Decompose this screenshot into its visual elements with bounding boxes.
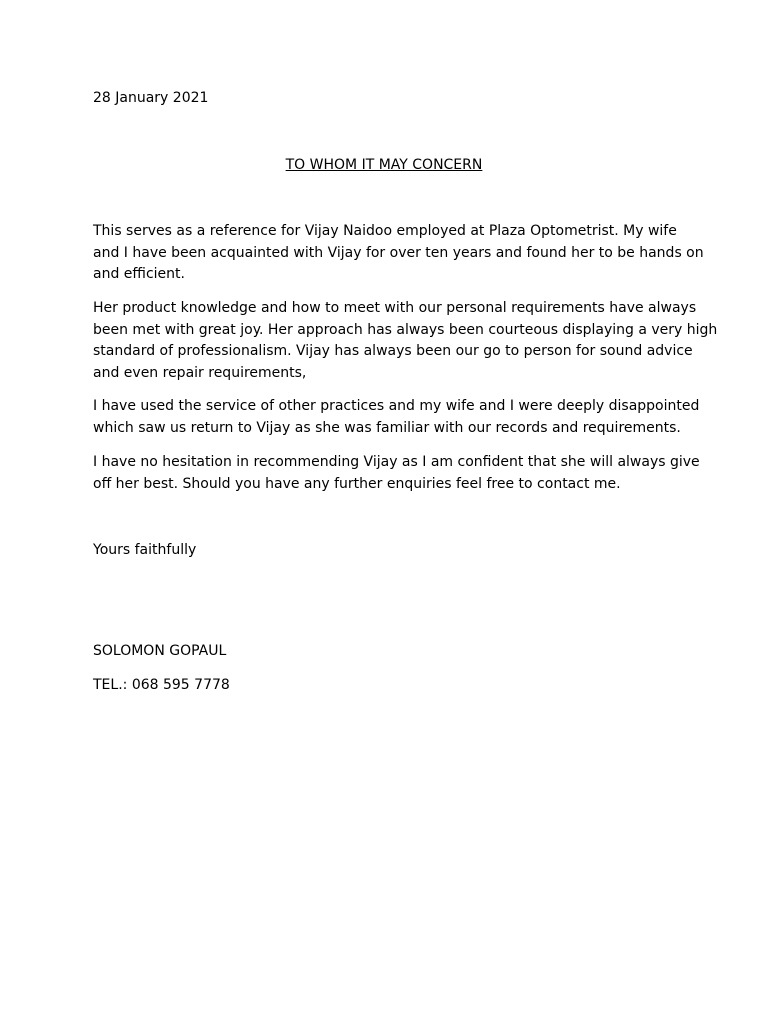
letter-subject: TO WHOM IT MAY CONCERN	[285, 157, 483, 173]
paragraph-line: I have used the service of other practices and my wife and I were deeply disappointed	[93, 398, 700, 414]
paragraph-line: off her best. Should you have any further enquiries feel free to contact me.	[93, 475, 621, 492]
letter-paragraph-2	[93, 298, 718, 384]
letter-closing: Yours faithfully	[93, 542, 197, 558]
paragraph-line: standard of professionalism. Vijay has always been our go to person for sound advice	[93, 343, 693, 359]
paragraph-line: and efficient.	[93, 266, 185, 282]
letter-paragraph-3	[93, 396, 700, 439]
letter-paragraph-1	[93, 221, 704, 286]
signer-telephone: TEL.: 068 595 7778	[93, 677, 230, 693]
paragraph-line: which saw us return to Vijay as she was familiar with our records and requirements.	[93, 419, 681, 436]
signer-name: SOLOMON GOPAUL	[93, 643, 227, 659]
paragraph-line: I have no hesitation in recommending Vijay as I am confident that she will always give	[93, 454, 700, 470]
paragraph-line: been met with great joy. Her approach has always been courteous displaying a very high	[93, 321, 718, 338]
paragraph-line: and even repair requirements,	[93, 364, 307, 381]
letter-date: 28 January 2021	[93, 90, 209, 106]
paragraph-line: This serves as a reference for Vijay Naidoo employed at Plaza Optometrist. My wife	[93, 223, 677, 239]
letter-paragraph-4	[93, 452, 700, 495]
paragraph-line: and I have been acquainted with Vijay for over ten years and found her to be hands on	[93, 244, 704, 261]
paragraph-line: Her product knowledge and how to meet with our personal requirements have always	[93, 300, 697, 316]
